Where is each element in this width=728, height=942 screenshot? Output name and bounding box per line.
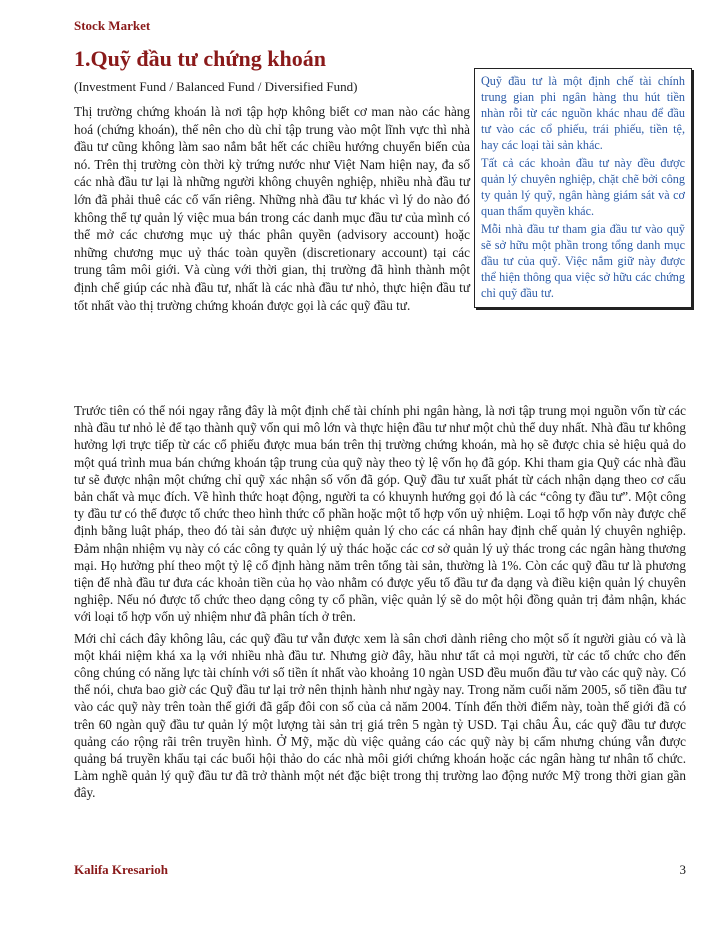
document-page — [74, 18, 686, 802]
callout-paragraph-1: Quỹ đầu tư là một định chế tài chính trung gian phi ngân hàng thu hút tiền nhàn rỗi từ các nguồn khác nhau để đầu tư vào các cổ phiếu, trái phiếu, tiền tệ, hay các loại tài sản khác. — [481, 74, 685, 152]
callout-paragraph-3: Mỗi nhà đầu tư tham gia đầu tư vào quỹ sẽ sở hữu một phần trong tổng danh mục đầu tư của quỹ. Việc nắm giữ này được thể hiện thông qua việc sở hữu các chứng chỉ quỹ đầu tư. — [481, 222, 685, 300]
footer-author: Kalifa Kresarioh — [74, 862, 169, 877]
intro-paragraph: Thị trường chứng khoán là nơi tập hợp không biết cơ man nào các hàng hoá (chứng khoán), thế nên cho dù chỉ tập trung vào một lĩnh vực thì nhà đầu tư cũng không làm sao nắm bắt hết các chiều hướng chuyển biến của nó. Trên thị trường còn thời kỳ trứng nước như Việt Nam hiện nay, đa số các nhà đầu tư lại là những người không chuyên nghiệp, nhiều nhà đầu tư lớn đã phải thuê các cố vấn riêng. Những nhà đầu tư khác vì lý do nào đó không thể tự quản lý việc mua bán trong các danh mục đầu tư của mình có thể mở các chương mục uỷ thác phân quyền (advisory account) hoặc những chương mục uỷ thác toàn quyền (discretionary account) tại các trung tâm môi giới. Và cùng với thời gian, thị trường đã hình thành một định chế giúp các nhà đầu tư, nhất là các nhà đầu tư nhỏ, thực hiện đầu tư tốt nhất vào thị trường chứng khoán được gọi là các quỹ đầu tư. — [74, 104, 470, 313]
page-title: 1.Quỹ đầu tư chứng khoán — [74, 46, 326, 71]
body-paragraph-1: Trước tiên có thể nói ngay rằng đây là một định chế tài chính phi ngân hàng, là nơi tập trung mọi nguồn vốn từ các nhà đầu tư nhỏ lẻ để tạo thành quỹ vốn qui mô lớn và thực hiện đầu tư như một chủ thể duy nhất. Nhà đầu tư không hưởng lợi trực tiếp từ các cổ phiếu được mua bán trên thị trường chứng khoán, mà họ sẽ được chia sẻ hiệu quả do một quá trình mua bán chứng khoán tập trung của quỹ này theo tỷ lệ vốn họ đã góp. Khi tham gia Quỹ các nhà đầu tư sẽ được nhận một chứng chỉ quỹ xác nhận số vốn đã góp. Quỹ đầu tư xuất phát từ cách nhận dạng theo cơ cấu bản chất và mục đích. Về hình thức hoạt động, người ta có khuynh hướng gọi đó là các “công ty đầu tư”. Một công ty đầu tư có thể được tổ chức theo hình thức cổ phần hoặc một tổ hợp vốn uỷ nhiệm. Loại tổ hợp vốn này được chế định bằng luật pháp, theo đó tài sản được uỷ nhiệm quản lý cho các cá nhân hay định chế quản lý chuyên nghiệp. Đảm nhận nhiệm vụ này có các công ty quản lý uỷ thác hoặc các cơ sở quản lý uỷ thác trong các ngân hàng thương mại. Họ hưởng phí theo một tỷ lệ cố định hàng năm trên tổng tài sản, thường là 1%. Còn các quỹ đầu tư là phương tiện để nhà đầu tư đưa các khoản tiền của họ vào nhằm có được yếu tố đầu tư đa dạng và điều kiện quản lý chuyên nghiệp. Nếu nó được tổ chức theo dạng công ty cổ phần, việc quản lý sẽ do một hội đồng quản trị đảm nhận, khác với loại tổ hợp vốn uỷ nhiệm như đã phân tích ở trên. — [74, 403, 686, 625]
section-header: Stock Market — [74, 18, 151, 33]
page-subtitle: (Investment Fund / Balanced Fund / Diversified Fund) — [74, 79, 358, 94]
top-section — [74, 42, 686, 398]
page-number: 3 — [679, 862, 686, 877]
left-column — [74, 42, 470, 314]
callout-paragraph-2: Tất cả các khoản đầu tư này đều được quản lý chuyên nghiệp, chặt chẽ bởi công ty quản lý quỹ, ngân hàng giám sát và cơ quan thẩm quyền khác. — [481, 156, 685, 218]
definition-callout-box — [474, 68, 692, 308]
page-footer — [74, 862, 686, 878]
body-paragraph-2: Mới chỉ cách đây không lâu, các quỹ đầu tư vẫn được xem là sân chơi dành riêng cho một số ít người giàu có và là một khái niệm khá xa lạ với nhiều nhà đầu tư. Nhưng giờ đây, hầu như tất cả mọi người, từ các tổ chức cho đến công chúng có năng lực tài chính với số tiền ít nhất vào khoảng 10 ngàn USD đều muốn đầu tư vào các quỹ này. Có thể nói, chưa bao giờ các Quỹ đầu tư lại trở nên thịnh hành như ngày nay. Trong năm cuối năm 2005, số tiền đầu tư vào các quỹ này trên toàn thế giới đã gấp đôi con số của cả năm 2004. Tính đến thời điểm này, toàn thế giới đã có trên 60 ngàn quỹ đầu tư quản lý một lượng tài sản trị giá trên 5 ngàn tỷ USD. Tại châu Âu, các quỹ đầu tư được quảng cáo rộng rãi trên truyền hình. Ở Mỹ, mặc dù việc quảng cáo các quỹ này bị cấm nhưng chúng vẫn được quảng bá truyền khẩu tại các buổi hội thảo do các nhà môi giới chứng khoán hoặc các ngân hàng tư nhân tổ chức. Làm nghề quản lý quỹ đầu tư đã trở thành một nét đặc biệt trong thị trường lao động nước Mỹ trong thời gian gần đây. — [74, 630, 686, 801]
